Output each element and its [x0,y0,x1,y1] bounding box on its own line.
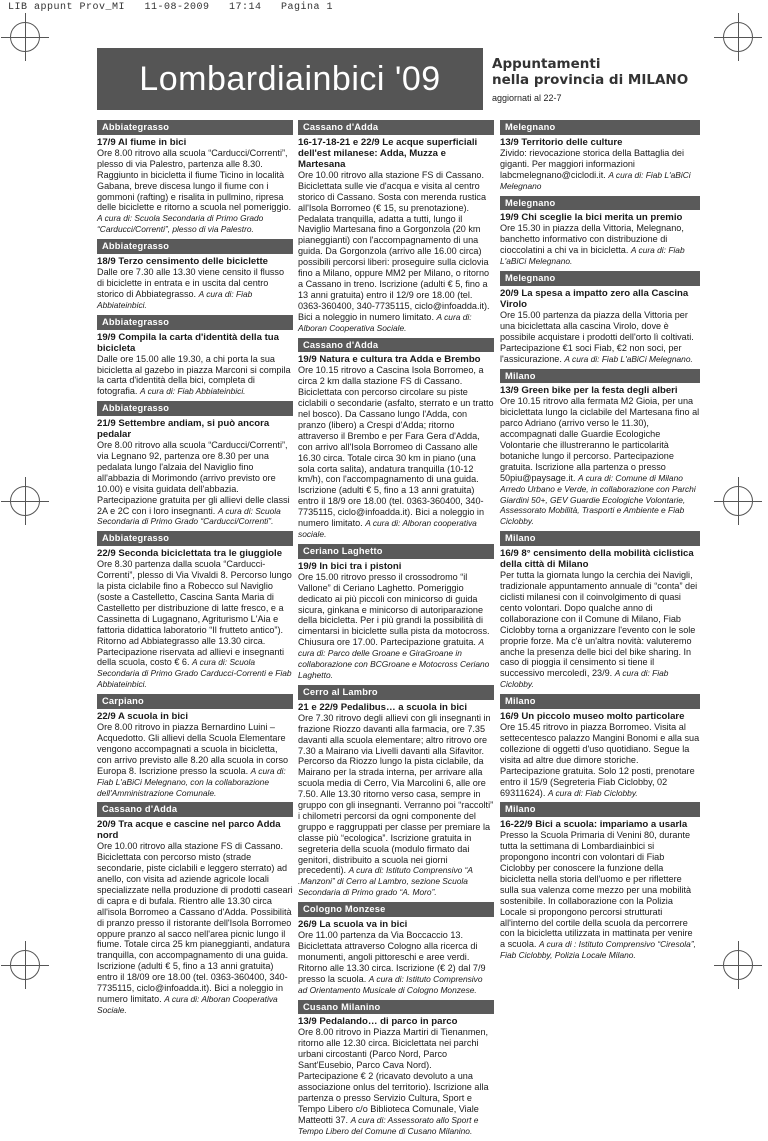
event-place: Abbiategrasso [97,120,293,135]
event-description [500,396,700,527]
event-credit: A cura di: Scuola Secondaria di Primo Grado “Carducci/Correnti”, plesso di via Palestro. [97,213,264,235]
event-title: 8° censimento della mobilità ciclistica della città di Milano [500,548,694,571]
event-title-line [97,137,293,148]
event-description [298,1027,494,1136]
event-place: Ceriano Laghetto [298,544,494,559]
event-place: Abbiategrasso [97,315,293,330]
event-title-line [500,819,700,830]
event-text: Presso la Scuola Primaria di Venini 80, durante tutta la settimana di Lombardiainbici si propongono incontri con volontari di Fiab Ciclobby per conoscere la funzione della bicicletta nella storia dell'uomo e per riflettere sulla sua valenza come mezzo per una mobilità sostenibile. In collaborazione con la Polizia Locale si propongono percorsi strutturati all'interno del cortile della scuola da percorrere con la bicicletta utilizzata in mattinata per venire a scuola. [500,830,693,950]
event-credit: A cura di: Fiab L'aBiCi Melegnano. [564,353,693,364]
registration-mark-icon [10,950,40,980]
event-text: Ore 15.00 ritrovo presso il crossodromo “il Vallone” di Ceriano Laghetto. Pomeriggio dedicato ai più piccoli con minicorso di guida sicura, ginkana e minicorso di autoriparazione della bicicletta. Per i più grandi la possibilità di cimentarsi in biciclette sulla pista da motocross. Chiusura ore 17.00. Partecipazione gratuita. [298,571,490,648]
event-text: Ore 15.30 in piazza della Vittoria, Melegnano, banchetto informativo con distribuzione di cioccolatini a chi va in bicicletta. [500,223,684,256]
event-description [500,722,700,798]
event-description [500,310,700,365]
event-place: Cologno Monzese [298,902,494,917]
event-item [500,694,700,798]
event-item [97,531,293,690]
event-place: Abbiategrasso [97,401,293,416]
event-item [97,694,293,798]
event-text: Ore 15.45 ritrovo in piazza Borromeo. Visita al settecentesco palazzo Mangini Bonomi e alla sua collezione di oggetti d'uso quotidiano. Segue la visita ad altre due dimore storiche. Partecipazione gratuita. Solo 12 posti, prenotare entro il 15/9 (Segreteria Fiab Ciclobby, 02 69311624). [500,722,700,798]
event-title-line [298,137,494,170]
column-3 [500,120,700,965]
event-credit: A cura di: Fiab L'aBiCi Melegnano, con la collaborazione dell'Amministrazione Comunale. [97,765,286,798]
event-place: Cassano d'Adda [298,338,494,353]
event-text: Ore 8.00 ritrovo alla scuola “Carducci/Correnti”, via Legnano 92, partenza ore 8.30 per una pedalata lungo l'alzaia del Naviglio fino all'abbazia di Morimondo (arrivo previsto ore 10.00) e visita guidata dell'abbazia. Partecipazione gratuita per gli allievi delle classi 2A e 2C con i loro insegnanti. [97,440,290,516]
event-date: 17/9 [97,136,116,148]
event-description [298,170,494,334]
event-description [298,930,494,995]
event-credit: A cura di: Fiab Ciclobby. [500,668,669,690]
event-place: Carpiano [97,694,293,709]
event-description [97,440,293,527]
event-credit: A cura di: Scuola Secondaria di Primo Grado “Carducci/Correnti”. [97,505,281,527]
event-credit: A cura di: Fiab Abbiateinbici. [97,288,253,310]
event-title-line [500,212,700,223]
event-title-line [500,711,700,722]
event-description [500,830,700,961]
event-item [500,271,700,364]
event-place: Milano [500,369,700,384]
event-date: 16/9 [500,711,519,723]
event-item [298,544,494,681]
event-credit: A cura di: Alboran cooperativa sociale. [298,518,477,539]
event-title-line [500,288,700,310]
heading-line-1: Appuntamenti [492,56,601,72]
registration-mark-icon [723,22,753,52]
event-credit: A cura di: Alboran Cooperativa Sociale. [298,311,472,333]
event-text: Ore 15.00 partenza da piazza della Vittoria per una biciclettata alla cascina Virolo, dove è possibile acquistare i prodotti dell'orto lì coltivati. Partecipazione €1 soci Fiab, €2 non soci, per l'assicurazione. [500,309,694,364]
event-credit: A cura di: Comune di Milano Arredo Urbano e Verde, in collaborazione con Parchi Giardini 50+, GEV Guardie Ecologiche Volontarie, Assessorato Mobilità, Trasporti e Ambiente e Fiab Ciclobby. [500,472,696,527]
event-credit: A cura di: Istituto Comprensivo ad Orientamento Musicale di Cologno Monzese. [298,973,483,995]
event-title-line [97,548,293,559]
section-heading [492,56,712,88]
event-text: Ore 8.00 ritrovo in piazza Bernardino Luini – Acquedotto. Gli allievi della Scuola Elementare vengono accompagnati a scuola in bicicletta, con arrivo previsto alle 8.20 alla scuola in corso Europa 8. Iscrizione presso la scuola. [97,722,289,776]
event-description [97,841,293,1016]
event-date: 19/9 [298,354,317,366]
event-title: Settembre andiam, si può ancora pedalar [97,418,270,441]
event-place: Cerro al Lambro [298,685,494,700]
event-title: Territorio delle culture [521,136,623,148]
event-title-line [298,354,494,365]
registration-mark-icon [10,22,40,52]
event-date: 20/9 [500,287,519,299]
event-item [97,315,293,398]
event-place: Melegnano [500,120,700,135]
event-title-line [97,711,293,722]
event-item [97,120,293,235]
event-credit: A cura di : Istituto Comprensivo “Ciresola”, Fiab Ciclobby, Polizia Locale Milano. [500,939,696,961]
event-text: Ore 10.15 ritrovo a Cascina Isola Borromeo, a circa 2 km dalla stazione FS di Cassano. Biciclettata con percorso circolare su piste ciclabili o secondarie (asfalto, sterrato e un tratto nel bosco). Da Cassano lungo l'Adda, con pranzo (libero) a Crespi d'Adda; ritorno attraverso il Brembo e per Fara Gera d'Adda, con arrivo all'Isola Borromeo di Cassano alle 16.30 circa. Totale circa 30 km in piano (una sola corta salita), andatura tranquilla (10-12 km/h), con l'accompagnamento di una guida. Iscrizione (adulti € 5, fino a 13 anni gratuita) entro il 18/9 ore 18.00 (tel. 0363-360400, 340-7735115, ciclo@infoadda.it). Bici a noleggio in numero limitato. [298,365,494,529]
event-date: 19/9 [97,331,116,343]
event-text: Dalle ore 7.30 alle 13.30 viene censito il flusso di biciclette in entrata e in uscita dal centro storico di Abbiategrasso. [97,267,285,299]
event-title-line [500,137,700,148]
event-title: Le acque superficiali dell'est milanese: Adda, Muzza e Martesana [298,136,478,170]
event-description [97,559,293,690]
event-text: Ore 10.00 ritrovo alla stazione FS di Cassano. Biciclettata sulle vie d'acqua e visita al centro storico di Cassano. Sosta con merenda rustica all'Isola Borromeo (€ 15, su prenotazione). Pedalata tranquilla, adatta a tutti, lungo il Naviglio Martesana fino a Gorgonzola (20 km pianeggianti) con l'accompagnamento di una guida. Da Gorgonzola (arrivo alle 16.00 circa) possibili percorsi liberi: proseguire sulla ciclovia fino a Milano, oppure MM2 per Milano, o ritorno a Cassano in treno. Iscrizione (adulti € 5, fino a 13 anni gratuita) entro il 12/9 ore 18.00 (tel. 0363-360400, 340-7735115, ciclo@infoadda.it). Bici a noleggio in numero limitato. [298,169,490,322]
event-item [298,1000,494,1137]
event-date: 22/9 [97,548,116,560]
event-description [298,572,494,681]
event-title-line [298,1016,494,1027]
event-credit: A cura di: Scuola Secondaria di Primo Grado Carducci-Correnti e Fiab Abbiateinbici. [97,657,292,690]
event-item [500,196,700,268]
registration-mark-icon [723,486,753,516]
event-description [97,267,293,311]
event-date: 13/9 [500,136,519,148]
event-description [500,570,700,690]
print-slug: LIB appunt Prov_MI 11-08-2009 17:14 Pagina 1 [8,2,334,13]
event-text: Per tutta la giornata lungo la cerchia dei Navigli, tradizionale appuntamento annuale di “conta” dei ciclisti milanesi con il coinvolgimento di quasi cento volontari. Dopo qualche anno di collaborazione con il Comune di Milano, Fiab Ciclobby torna a organizzare l'evento con le sole proprie forze. Ma c'è un'altra novità: valuteremo anche la presenza delle bici del bike sharing. In caso di pioggia il censimento si tiene il successivo mercoledì, 23/9. [500,570,698,679]
event-title: Bici a scuola: impariamo a usarla [535,819,688,831]
event-title: La scuola va in bici [319,919,408,931]
event-item [97,802,293,1015]
event-place: Melegnano [500,271,700,286]
event-item [97,401,293,527]
event-item [298,338,494,540]
event-title: Seconda biciclettata tra le giuggiole [118,548,283,560]
event-place: Abbiategrasso [97,239,293,254]
event-title-line [97,819,293,841]
event-text: Ore 8.00 ritrovo alla scuola “Carducci/Correnti”, plesso di via Palestro, partenza alle 8.30. Raggiunto in bicicletta il fiume Ticino in località Gabana, breve discesa lungo il fiume con i gommoni (rafting) e risalita in pullmino, ripresa delle biciclette e ritorno a scuola nel pomeriggio. [97,147,292,213]
event-date: 22/9 [97,711,116,723]
event-credit: A cura di: Parco delle Groane e GiraGroane in collaborazione con BCGroane e Motocross Ceriano Laghetto. [298,637,490,680]
event-item [500,369,700,528]
event-description [500,223,700,267]
event-date: 20/9 [97,819,116,831]
event-title: La spesa a impatto zero alla Cascina Virolo [500,287,689,310]
event-date: 19/9 [298,560,317,572]
event-date: 26/9 [298,919,317,931]
event-title: Pedalando… di parco in parco [319,1016,458,1028]
event-place: Milano [500,694,700,709]
event-title-line [97,256,293,267]
event-text: Ore 8.00 ritrovo in Piazza Martiri di Tienanmen, ritorno alle 12.30 circa. Biciclettata nei parchi urbani circostanti (Parco Nord, Parco Sant'Eusebio, Parco Cava Nord). Partecipazione € 2 (ricavato devoluto a una associazione onlus del territorio). Iscrizione alla partenza o presso Servizio Cultura, Sport e Tempo Libero c/o Biblioteca Comunale, Viale Matteotti 37. [298,1027,489,1125]
event-place: Cassano d'Adda [97,802,293,817]
event-item [298,120,494,334]
registration-mark-icon [723,950,753,980]
event-title-line [97,418,293,440]
event-place: Cusano Milanino [298,1000,494,1015]
event-title: Al fiume in bici [118,136,187,148]
event-title: Green bike per la festa degli alberi [521,385,678,397]
event-place: Cassano d'Adda [298,120,494,135]
event-title: Chi sceglie la bici merita un premio [521,212,683,224]
event-item [500,531,700,690]
event-credit: A cura di: Istituto Comprensivo “A .Manzoni” di Cerro al Lambro, sezione Scuola Secondaria di Primo grado “A. Moro”. [298,865,473,898]
event-credit: A cura di: Fiab Abbiateinbici. [139,386,246,397]
event-place: Melegnano [500,196,700,211]
event-item [97,239,293,311]
event-description [97,354,293,398]
event-date: 13/9 [298,1016,317,1028]
event-date: 16-22/9 [500,819,533,831]
column-2 [298,120,494,1141]
event-credit: A cura di: Assessorato allo Sport e Tempo Libero del Comune di Cusano Milanino. [298,1114,479,1136]
event-date: 21/9 [97,418,116,430]
event-item [298,902,494,995]
event-date: 18/9 [97,256,116,268]
event-item [500,802,700,961]
event-credit: A cura di: Fiab L'aBiCi Melegnano. [500,245,685,267]
event-date: 13/9 [500,385,519,397]
event-title: Tra acque e cascine nel parco Adda nord [97,819,281,842]
event-title-line [500,548,700,570]
event-description [500,148,700,192]
event-place: Abbiategrasso [97,531,293,546]
registration-mark-icon [10,486,40,516]
event-title: Terzo censimento delle biciclette [118,256,268,268]
event-credit: A cura di: Fiab L'aBiCi Melegnano [500,169,691,191]
event-place: Milano [500,802,700,817]
column-1 [97,120,293,1020]
event-title: Pedalibus… a scuola in bici [340,701,468,713]
event-description [298,365,494,540]
event-date: 21 e 22/9 [298,701,339,713]
event-text: Ore 11.00 partenza da Via Boccaccio 13. Biciclettata attraverso Cologno alla ricerca di monumenti, angoli pittoreschi e aree verdi. Ritorno alle 13.30 circa. Iscrizione (€ 2) dal 7/9 presso la scuola. [298,930,486,984]
event-description [298,713,494,898]
event-description [97,722,293,798]
event-title-line [298,702,494,713]
event-item [500,120,700,192]
brand-banner: Lombardiainbici '09 [97,48,483,110]
event-title-line [298,561,494,572]
event-title: Compila la carta d'identità della tua bicicleta [97,331,279,354]
event-title: Un piccolo museo molto particolare [521,711,685,723]
event-description [97,148,293,235]
event-title-line [298,919,494,930]
event-title: In bici tra i pistoni [319,560,402,572]
event-credit: A cura di: Fiab Ciclobby. [547,787,638,798]
event-text: Zivido: rievocazione storica della Battaglia dei giganti. Per maggiori informazioni labcmelegnano@ciclodi.it. [500,147,684,180]
event-date: 16-17-18-21 e 22/9 [298,136,380,148]
event-title-line [97,332,293,354]
event-date: 16/9 [500,548,519,560]
event-title: A scuola in bici [118,711,189,723]
event-text: Ore 8.30 partenza dalla scuola “Carducci-Correnti”, plesso di Via Vivaldi 8. Percorso lungo la pista ciclabile fino a Robecco sul Naviglio (soste a Castelletto, Cascina Santa Maria di Castelletto per distribuzione di latte fresco, e a Cassinetta di Lugagnano, Agriturismo L'Aia e fattoria didattica laboratorio “Il frutteto antico”). Ritorno ad Abbiategrasso alle 13.30 circa. Partecipazione riservata ad allievi e insegnanti della scuola, costo € 6. [97,559,292,668]
event-title-line [500,385,700,396]
event-text: Dalle ore 15.00 alle 19.30, a chi porta la sua bicicletta al gazebo in piazza Marconi si compila la carta d'identità della bici, completa di fotografia. [97,353,291,397]
heading-line-2: nella provincia di MILANO [492,72,689,88]
event-text: Ore 10.00 ritrovo alla stazione FS di Cassano. Biciclettata con percorso misto (strade secondarie, piste ciclabili e leggero sterrato) ad anello, con visita ad aziende agricole locali specializzate nella produzione di prodotti caseari di capra e di bufala. Rientro alle 13.30 circa all'isola Borromeo a Cassano d'Adda. Possibilità di pranzo presso il ristorante dell'Isola Borromeo oppure pranzo al sacco nell'area picnic lungo il fiume. Totale circa 25 km pianeggianti, andatura tranquilla, con accompagnamento di una guida. Iscrizione (adulti € 5, fino a 13 anni gratuita) entro il 18/09 ore 18.00 (tel. 0363-360400, 340-7735115, ciclo@infoadda.it). Bici a noleggio in numero limitato. [97,841,293,1004]
updated-date: aggiornati al 22-7 [492,93,562,103]
event-place: Milano [500,531,700,546]
event-item [298,685,494,898]
event-title: Natura e cultura tra Adda e Brembo [319,354,481,366]
event-credit: A cura di: Alboran Cooperativa Sociale. [97,994,278,1015]
event-text: Ore 7.30 ritrovo degli allievi con gli insegnanti in frazione Riozzo davanti alla farmacia, ore 7.35 davanti alla scuola elementare; altro ritrovo ore 7.30 a Mairano via Livelli davanti alla Sifavitor. Percorso da Riozzo lungo la pista ciclabile, da Mairano per la strada interna, per arrivare alla scuola media di Cerro, Via Marcolini 6, alle ore 7.50. Alle 13.30 ritorno verso casa, sempre in gruppo con gli insegnanti. Verranno poi “raccolti” i chilometri percorsi da ogni componente del gruppo e raggruppati per classe per premiare la classe più “ecologica”. Iscrizione gratuita in segreteria della scuola (modulo firmato dai genitori, distribuito a scuola nei giorni precedenti). [298,712,494,876]
event-date: 19/9 [500,212,519,224]
event-text: Ore 10.15 ritrovo alla fermata M2 Gioia, per una biciclettata lungo la ciclabile del Martesana fino al parco Adriano (arrivo verso le 11.30), accompagnati dalle Guardie Ecologiche Volontarie che illustreranno le particolarità botaniche lungo il percorso. Partecipazione gratuita. Iscrizione alla partenza o presso 50piu@paysage.it. [500,396,700,483]
